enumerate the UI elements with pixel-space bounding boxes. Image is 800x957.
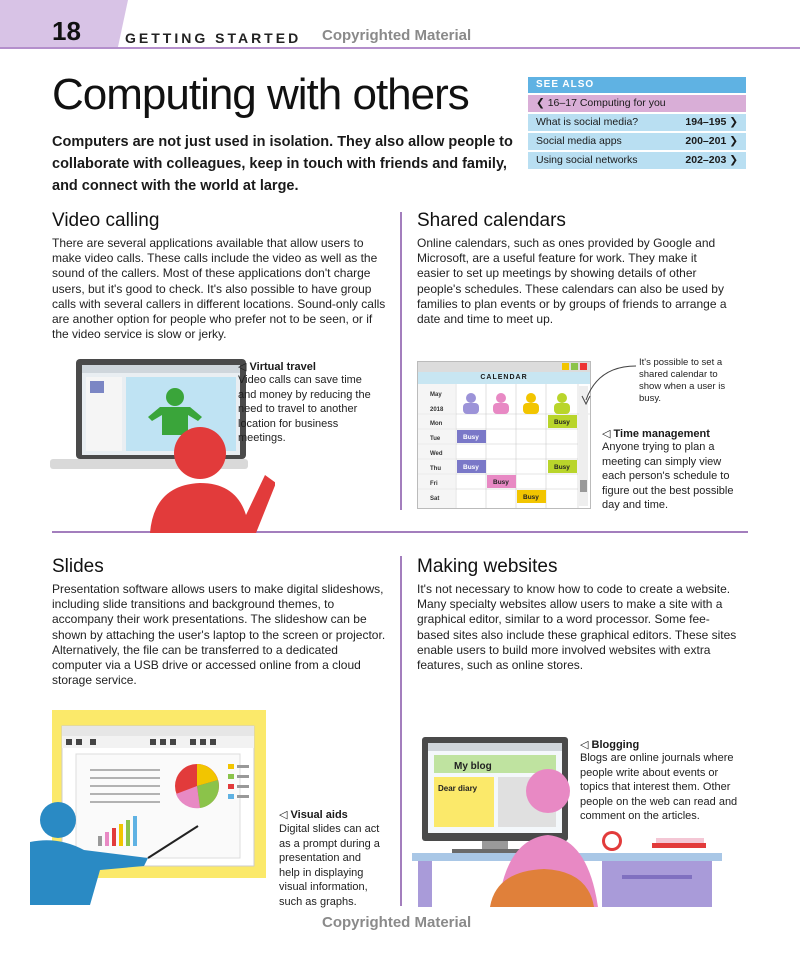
time-management-title: ◁ Time management (602, 428, 710, 440)
see-also-pages: 202–203 ❯ (685, 154, 738, 166)
svg-text:Busy: Busy (523, 494, 539, 501)
visual-aids-caption: Digital slides can act as a prompt during a presentation and help in displaying visual information, such as graphs. (279, 823, 380, 908)
day-label: Fri (430, 481, 438, 487)
blogging-title: ◁ Blogging (580, 739, 640, 751)
column-divider-bottom (400, 556, 402, 906)
calendar-month: May (430, 392, 442, 398)
svg-text:Busy: Busy (463, 434, 479, 441)
slides-body: Presentation software allows users to make digital slideshows, including slide transitions and background themes, to accompany their work presentations. The slideshow can be shown by attaching the user's laptop to the screen or projector. Alternatively, the file can be transferred to a dedicated computer via a USB drive or accessed online from a cloud storage service. (52, 582, 386, 688)
day-label: Mon (430, 421, 443, 427)
virtual-travel-caption: Video calls can save time and money by reducing the need to travel to another location for business meetings. (238, 374, 371, 444)
section-label: GETTING STARTED (125, 30, 302, 46)
video-calling-body: There are several applications available that allow users to make video calls. These calls include the video as well as the sound of the callers. Most of these applications don't charge users, but it's good to check. It's also possible to have group calls with several callers in different locations. Sound-only calls are another option for people who prefer not to be seen, or if the video service is slow or jerky. (52, 236, 386, 342)
blog-title: My blog (454, 761, 492, 772)
calendar-header: CALENDAR (418, 372, 590, 384)
svg-text:Busy: Busy (463, 464, 479, 471)
calendar-window (417, 361, 591, 509)
shared-calendars-heading: Shared calendars (417, 210, 566, 231)
calendar-grid (418, 384, 590, 508)
person-yellow (526, 393, 536, 403)
see-also-heading: SEE ALSO (528, 77, 746, 93)
user-body (150, 475, 275, 533)
blog-post-title: Dear diary (438, 784, 478, 793)
window-bar (82, 365, 240, 373)
calendar-year: 2018 (430, 407, 444, 413)
page-number: 18 (52, 16, 81, 46)
see-also-link[interactable] (528, 152, 746, 169)
blogger-head (526, 769, 570, 813)
video-calling-heading: Video calling (52, 210, 160, 231)
see-also-label: What is social media? (536, 116, 639, 128)
day-label: Sat (430, 496, 440, 502)
svg-text:Busy: Busy (554, 464, 570, 471)
see-also-link[interactable] (528, 133, 746, 150)
presenter-head (40, 802, 76, 838)
blog-banner (434, 755, 556, 773)
maximize-icon (571, 363, 578, 370)
websites-heading: Making websites (417, 556, 558, 577)
day-label: Tue (430, 436, 441, 442)
contact-avatar (90, 381, 104, 393)
pie-chart-icon (175, 764, 219, 808)
desk-drawers (602, 861, 712, 907)
svg-text:Busy: Busy (493, 479, 509, 486)
visual-aids-title: ◁ Visual aids (279, 809, 348, 821)
see-also-pages: 194–195 ❯ (685, 116, 738, 128)
slides-illustration (30, 710, 270, 905)
shared-calendars-body: Online calendars, such as ones provided by Google and Microsoft, are a useful feature for work. They make it easier to set up meetings by showing details of other people's schedules. These calendars can also be used by families to plan events or by groups of friends to arrange a date and time to meet up. (417, 236, 727, 327)
column-divider-top (400, 212, 402, 510)
header-rule (0, 47, 800, 49)
book-stack (652, 843, 706, 848)
calendar-title-bar (418, 362, 590, 372)
websites-body: It's not necessary to know how to code to create a website. Many specialty websites allow users to make a site with a graphical editor, similar to a word processor. Some fee-based sites also include these graphical editors. These sites enable users to build more involved websites with extra features, such as online stores. (417, 582, 737, 673)
slides-heading: Slides (52, 556, 104, 577)
page-title: Computing with others (52, 70, 469, 119)
copyright-top: Copyrighted Material (322, 27, 472, 44)
time-management-caption: Anyone trying to plan a meeting can simply view each person's schedule to figure out the best possible day and time. (602, 441, 734, 511)
minimize-icon (562, 363, 569, 370)
virtual-travel-title: ◁ Virtual travel (238, 361, 316, 373)
day-label: Thu (430, 466, 441, 472)
desk-leg (418, 861, 432, 907)
blogging-caption: Blogs are online journals where people write about events or topics that interest them. Other people on the web can read and comment on the articles. (580, 752, 738, 822)
copyright-bottom: Copyrighted Material (322, 914, 472, 931)
callout-arrow (578, 360, 638, 420)
calendar-callout: It's possible to set a shared calendar to show when a user is busy. (639, 357, 726, 404)
user-head (174, 427, 226, 479)
see-also-pages: 200–201 ❯ (685, 135, 738, 147)
see-also-label: ❮ 16–17 Computing for you (536, 97, 666, 109)
person-purple (466, 393, 476, 403)
remote-caller-head (166, 388, 184, 406)
svg-text:Busy: Busy (554, 419, 570, 426)
day-label: Wed (430, 451, 443, 457)
person-pink (496, 393, 506, 403)
see-also-link[interactable] (528, 95, 746, 112)
see-also-label: Using social networks (536, 154, 638, 166)
see-also-link[interactable] (528, 114, 746, 131)
person-green (557, 393, 567, 403)
see-also-box (528, 77, 746, 167)
see-also-label: Social media apps (536, 135, 622, 147)
intro-text: Computers are not just used in isolation. They also allow people to collaborate with colleagues, keep in touch with friends and family, and connect with the world at large. (52, 134, 513, 194)
scrollbar-thumb (580, 480, 587, 492)
